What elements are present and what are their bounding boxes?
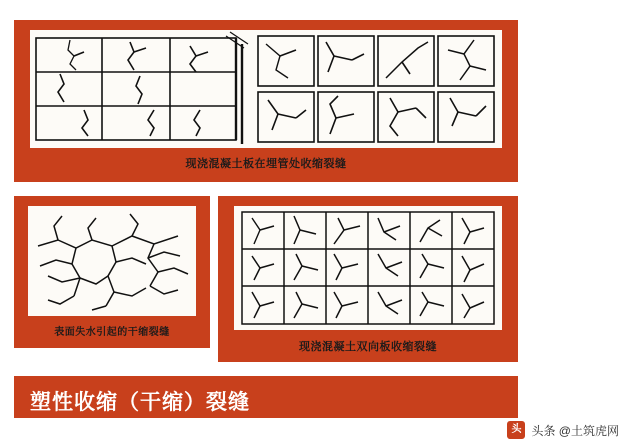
figure-two-way-slab-crack-grid (234, 206, 502, 330)
figure-pipe-shrinkage-cracks (30, 30, 502, 148)
panel-top-pipe-shrinkage (14, 20, 518, 182)
watermark-footer (507, 421, 619, 439)
panel-bottom-right-caption: 现浇混凝土双向板收缩裂缝 (299, 341, 437, 353)
panel-top-figure-area (30, 30, 502, 148)
figure-surface-drying-crack-network (28, 206, 196, 316)
watermark-text: 头条 @土筑虎网 (531, 423, 619, 438)
panel-top-caption: 现浇混凝土板在埋管处收缩裂缝 (185, 158, 347, 170)
page-title: 塑性收缩（干缩）裂缝 (30, 391, 250, 414)
panel-bottom-left-figure-area (28, 206, 196, 316)
toutiao-logo-icon: 头 (507, 421, 525, 439)
panel-bottom-right-figure-area (234, 206, 502, 330)
panel-surface-drying-cracks (14, 196, 210, 348)
panel-bottom-left-caption: 表面失水引起的干缩裂缝 (54, 327, 170, 338)
panel-two-way-slab-cracks (218, 196, 518, 362)
